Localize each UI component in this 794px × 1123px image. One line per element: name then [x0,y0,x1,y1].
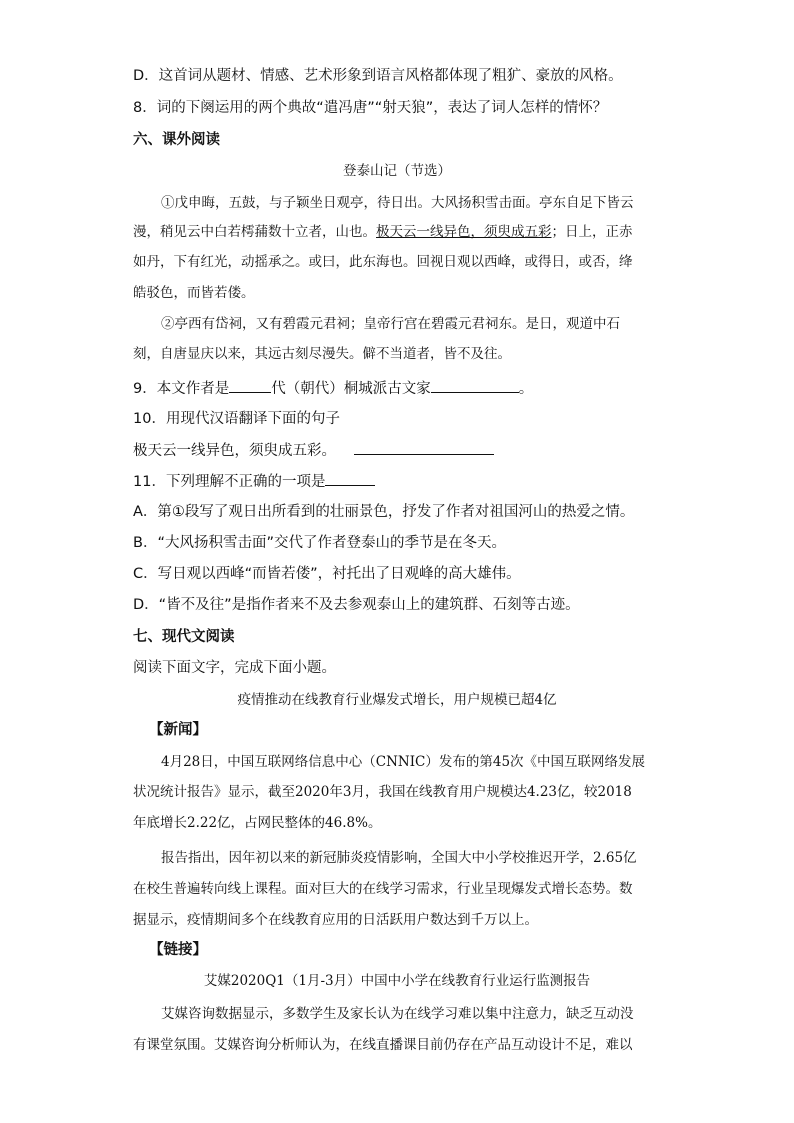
q11-text: 11．下列理解不正确的一项是 [133,474,326,490]
passage-1-para-1-line-4: 皓驳色，而皆若偻。 [133,285,255,301]
answer-blank[interactable] [354,440,494,455]
section-7-title: 七、现代文阅读 [133,629,235,645]
question-10: 10．用现代汉语翻译下面的句子 [133,411,340,427]
question-11-option-a: A．第①段写了观日出所看到的壮丽景色，抒发了作者对祖国河山的热爱之情。 [133,504,635,520]
news-tag: 【新闻】 [149,722,207,738]
answer-blank[interactable] [325,471,375,486]
answer-blank[interactable] [431,378,519,393]
reading-instruction: 阅读下面文字，完成下面小题。 [133,660,336,676]
news-line-6: 据显示，疫情期间多个在线教育应用的日活跃用户数达到千万以上。 [133,912,538,928]
passage-1-title: 登泰山记（节选） [343,163,451,179]
passage-2-title: 疫情推动在线教育行业爆发式增长，用户规模已超4亿 [237,692,557,708]
question-11-option-d: D．“皆不及往”是指作者来不及去参观泰山上的建筑群、石刻等古迹。 [133,597,580,613]
passage-1-para-1-line-1: ①戊申晦，五鼓，与子颖坐日观亭，待日出。大风扬积雪击面。亭东自足下皆云 [161,195,634,211]
passage-1-para-1-line-3: 如丹，下有红光，动摇承之。或曰，此东海也。回视日观以西峰，或得日，或否，绛 [133,254,633,270]
link-report-title: 艾媒2020Q1（1月-3月）中国中小学在线教育行业运行监测报告 [203,973,591,989]
news-line-1: 4月28日，中国互联网络信息中心（CNNIC）发布的第45次《中国互联网络发展 [161,754,646,770]
question-8: 8．词的下阕运用的两个典故“遣冯唐”“射天狼”，表达了词人怎样的情怀？ [133,100,608,116]
passage-1-para-2-line-1: ②亭西有岱祠，又有碧霞元君祠；皇帝行宫在碧霞元君祠东。是日，观道中石 [161,316,620,332]
underlined-sentence: 极天云一线异色，须臾成五彩 [376,224,552,240]
passage-1-para-1-line-2 [133,222,633,242]
news-line-2: 状况统计报告》显示，截至2020年3月，我国在线教育用户规模达4.23亿，较2018 [133,784,632,800]
news-line-4: 报告指出，因年初以来的新冠肺炎疫情影响，全国大中小学校推迟开学，2.65亿 [161,850,637,866]
text-segment: 漫，稍见云中白若樗蒱数十立者，山也。 [133,224,376,240]
question-11-option-c: C．写日观以西峰“而皆若偻”，衬托出了日观峰的高大雄伟。 [133,566,521,582]
link-tag: 【链接】 [149,942,207,958]
section-6-title: 六、课外阅读 [133,132,220,148]
passage-1-para-2-line-2: 刻，自唐显庆以来，其远古刻尽漫失。僻不当道者，皆不及往。 [133,346,511,362]
news-line-3: 年底增长2.22亿，占网民整体的46.8%。 [133,815,382,831]
question-9 [133,378,533,399]
question-11 [133,471,375,492]
link-line-1: 艾媒咨询数据显示，多数学生及家长认为在线学习难以集中注意力，缺乏互动没 [161,1006,634,1022]
news-line-5: 在校生普遍转向线上课程。面对巨大的在线学习需求，行业呈现爆发式增长态势。数 [133,881,633,897]
question-10-sentence [133,440,494,461]
answer-blank[interactable] [229,378,271,393]
text-segment: ；日上，正赤 [551,224,633,240]
link-line-2: 有课堂氛围。艾媒咨询分析师认为，在线直播课目前仍存在产品互动设计不足，难以 [133,1037,633,1053]
q9-text: 代（朝代）桐城派古文家 [271,381,431,397]
q9-text: 。 [518,381,534,397]
question-7-option-d: D．这首词从题材、情感、艺术形象到语言风格都体现了粗犷、豪放的风格。 [133,68,623,84]
question-11-option-b: B．“大风扬积雪击面”交代了作者登泰山的季节是在冬天。 [133,535,506,551]
q9-text: 9．本文作者是 [133,381,230,397]
q10-sentence-text: 极天云一线异色，须臾成五彩。 [133,443,336,459]
